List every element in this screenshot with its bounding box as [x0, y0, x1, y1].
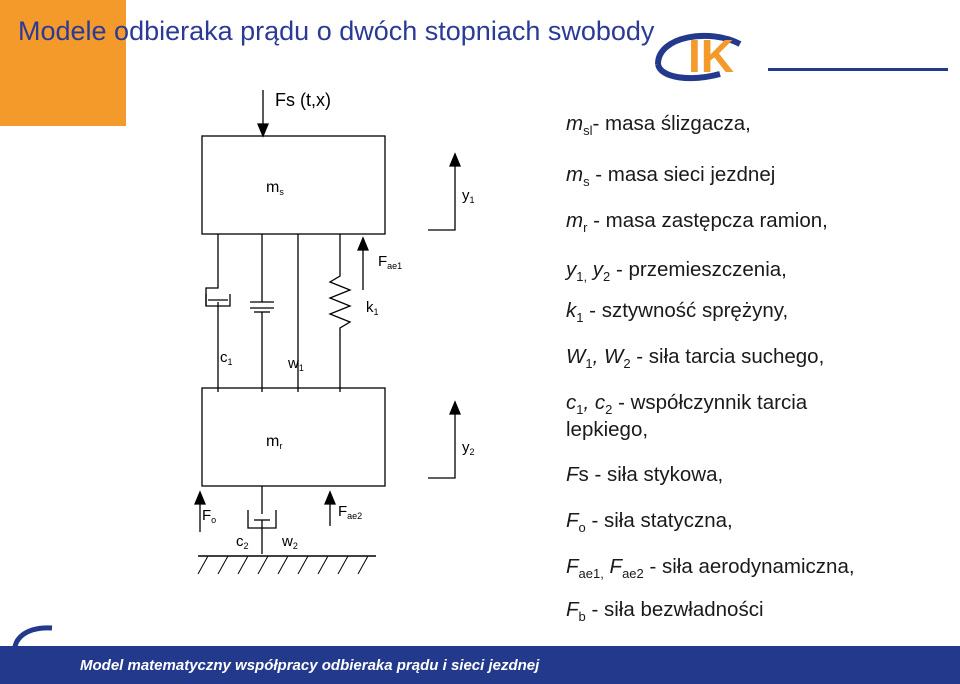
legend-symbol: y: [566, 258, 577, 281]
legend-description: - współczynnik tarcia: [612, 391, 808, 414]
legend-item: [566, 258, 787, 285]
legend-symbol: W: [566, 345, 586, 368]
ground-hatching: [198, 556, 368, 574]
legend-item: [566, 163, 775, 190]
slide-title: Modele odbieraka prądu o dwóch stopniach swobody: [18, 16, 655, 46]
legend-item: [566, 299, 788, 326]
legend-subscript: 1: [576, 402, 584, 417]
legend-subscript: ae1,: [578, 566, 604, 581]
legend-subscript: 2: [623, 356, 631, 371]
legend-item: [566, 391, 807, 442]
legend-subscript: b: [578, 609, 586, 624]
legend-subscript: 1: [576, 310, 584, 325]
legend-subscript: sl: [583, 123, 593, 138]
legend-description: - siła tarcia suchego,: [630, 345, 825, 368]
legend-description: - przemieszczenia,: [610, 258, 787, 281]
footer-bar: [0, 646, 960, 684]
mass-ms-label: ms: [266, 179, 284, 197]
legend-subscript: 2: [605, 402, 613, 417]
force-top-label: Fs (t,x): [275, 90, 331, 110]
legend-subscript: s: [583, 174, 590, 189]
legend-description: - masa sieci jezdnej: [589, 163, 776, 186]
y2-label: $y_2$: [462, 439, 475, 457]
c2-label: $c_2$: [236, 533, 249, 551]
legend-item: [566, 555, 855, 582]
mass-mr-box: [202, 388, 385, 486]
legend-item: [566, 598, 764, 625]
legend-item: [566, 345, 824, 372]
legend-symbol: , W: [592, 345, 624, 368]
fae1-label: $F_{ae1}$: [378, 253, 403, 271]
footer-text: Model matematyczny współpracy odbieraka prądu i sieci jezdnej: [80, 657, 540, 674]
c1-label: $c_1$: [220, 349, 233, 367]
fo-label: $F_o$: [202, 507, 217, 525]
legend-symbol: c: [566, 391, 577, 414]
y1-label: $y_1$: [462, 187, 475, 205]
fae2-label: $F_{ae2}$: [338, 503, 363, 521]
k1-label: $k_1$: [366, 299, 379, 317]
w1-label: $w_1$: [288, 355, 304, 373]
legend-symbol: m: [566, 163, 584, 186]
legend-description: - masa zastępcza ramion,: [587, 209, 828, 232]
legend-description: - siła aerodynamiczna,: [643, 555, 855, 578]
legend-symbol: k: [566, 299, 577, 322]
legend-description: - siła statyczna,: [585, 509, 733, 532]
legend-subscript: o: [578, 520, 586, 535]
legend-subscript: r: [583, 220, 588, 235]
legend-subscript: 1,: [576, 269, 588, 284]
legend-item: [566, 509, 733, 536]
legend-description: - masa ślizgacza,: [592, 112, 751, 135]
legend-description: s - siła stykowa,: [578, 463, 724, 486]
legend-subscript: 1: [585, 356, 593, 371]
legend-symbol: y: [587, 258, 604, 281]
mass-mr-label: mr: [266, 433, 283, 451]
legend-symbol: F: [603, 555, 623, 578]
legend-symbol: F: [566, 555, 579, 578]
legend-item: [566, 463, 723, 490]
legend-symbol: F: [566, 598, 579, 621]
legend-symbol: m: [566, 112, 584, 135]
legend-description: - sztywność sprężyny,: [583, 299, 789, 322]
legend-description: - siła bezwładności: [585, 598, 764, 621]
legend-item: [566, 112, 751, 139]
mechanical-model-diagram: [170, 80, 550, 600]
legend-symbol: F: [566, 509, 579, 532]
logo-text: IK: [688, 30, 734, 82]
legend-symbol: m: [566, 209, 584, 232]
legend-description-cont: lepkiego,: [566, 417, 649, 441]
w2-label: $w_2$: [282, 533, 298, 551]
mass-ms-box: [202, 136, 385, 234]
ik-logo-icon: [650, 26, 950, 86]
legend-subscript: ae2: [622, 566, 644, 581]
legend-symbol: , c: [583, 391, 606, 414]
legend-subscript: 2: [603, 269, 611, 284]
legend-symbol: F: [566, 463, 579, 486]
legend-item: [566, 209, 828, 236]
